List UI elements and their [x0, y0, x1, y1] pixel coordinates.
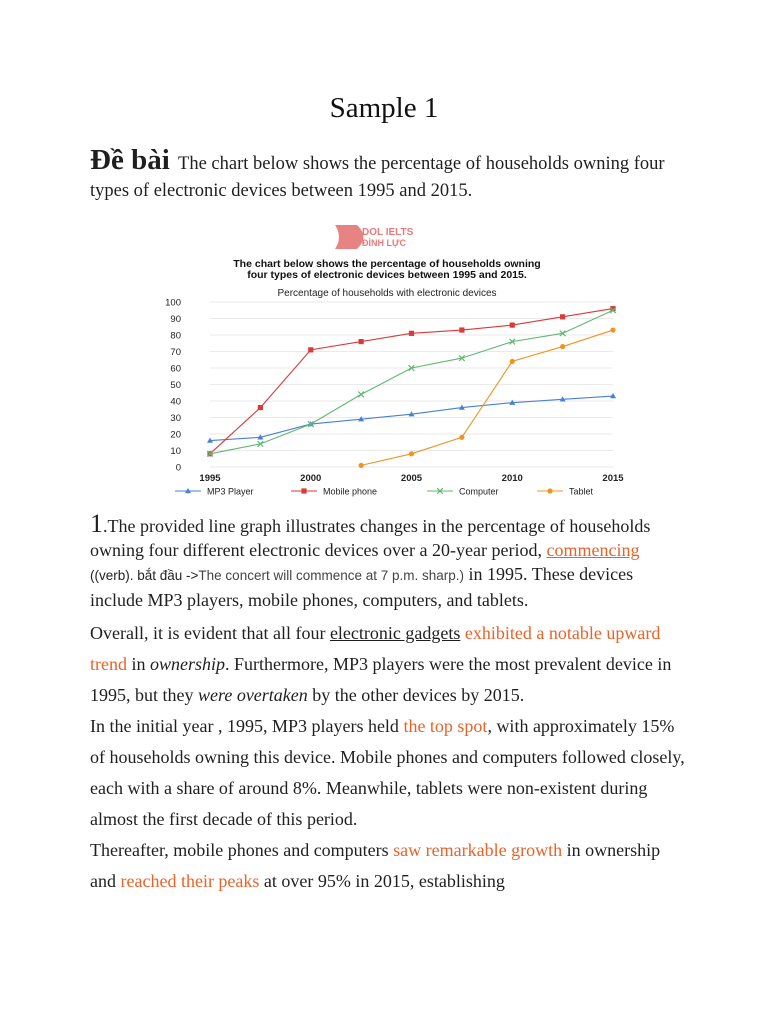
vocab-upward-trend: exhibited a notable upward trend [90, 623, 661, 674]
data-point-mobile-phone [409, 331, 414, 336]
legend-item-computer [427, 487, 499, 497]
paragraph-3: In the initial year , 1995, MP3 players held the top spot, with approximately 15% of households owning this device. Mobile phones and computers followed closely, each with a share of around 8%. Meanwhile, tablets were non-existent during almost the first decade of this period. [90, 716, 685, 829]
data-point-mobile-phone [359, 339, 364, 344]
p1-text-2: in 1995. These devices include MP3 players, mobile phones, computers, and tablets. [90, 564, 634, 610]
logo-line2: ĐÌNH LỰC [362, 238, 406, 248]
data-point-tablet [359, 463, 364, 468]
y-tick-label: 50 [170, 380, 181, 391]
chart-header-title-line: four types of electronic devices between 1995 and 2015. [247, 269, 527, 281]
series-mp3-player [207, 393, 616, 443]
paragraph-1 [90, 509, 690, 612]
y-tick-label: 0 [175, 462, 181, 474]
data-point-tablet [409, 451, 414, 456]
legend-item-mp3-player [175, 487, 254, 497]
paragraph-4: Thereafter, mobile phones and computers saw remarkable growth in ownership and reached their peaks at over 95% in 2015, establishing [90, 840, 661, 891]
y-tick-label: 90 [170, 314, 181, 325]
series-tablet [359, 327, 616, 468]
data-point-mobile-phone [560, 314, 565, 319]
paragraph-2: Overall, it is evident that all four electronic gadgets exhibited a notable upward trend in ownership. Furthermore, MP3 players were the most prevalent device in 1995, but they were overtaken by the other devices by 2015. [90, 623, 672, 705]
vocab-electronic-gadgets: electronic gadgets [329, 623, 461, 643]
legend-swatch-marker [547, 488, 552, 493]
chart-series [207, 306, 616, 468]
legend-swatch-marker [301, 488, 306, 493]
series-line-mobile-phone [210, 309, 613, 454]
y-tick-label: 100 [165, 297, 181, 309]
x-tick-label: 2010 [501, 473, 523, 484]
vocab-reached-peaks: reached their peaks [120, 871, 260, 891]
paragraph-number: 1 [90, 509, 103, 538]
vocab-commencing: commencing [546, 540, 640, 560]
x-tick-label: 2000 [300, 473, 322, 484]
y-tick-label: 20 [170, 429, 181, 441]
y-tick-label: 40 [170, 396, 181, 408]
vocab-note: ((verb). bắt đầu ->The concert will commence at 7 p.m. sharp.) [90, 568, 465, 583]
vocab-remarkable-growth: saw remarkable growth [393, 840, 563, 860]
data-point-tablet [510, 359, 515, 364]
legend-label: Tablet [569, 486, 594, 497]
legend-item-tablet [537, 487, 594, 497]
page-title: Sample 1 [329, 92, 439, 124]
data-point-mobile-phone [308, 347, 313, 352]
article [90, 509, 690, 897]
legend-item-mobile-phone [291, 487, 377, 497]
logo-mark [335, 225, 364, 249]
x-tick-label: 2015 [602, 473, 624, 484]
p1-text-1: .The provided line graph illustrates changes in the percentage of households owning four different electronic devices over a 20-year period, [90, 516, 651, 560]
prompt-heading: Đề bài [90, 144, 170, 176]
data-point-tablet [610, 327, 615, 332]
data-point-tablet [560, 344, 565, 349]
watermark-logo [335, 225, 414, 249]
y-tick-label: 10 [170, 446, 181, 457]
x-tick-label: 2005 [400, 473, 423, 484]
data-point-tablet [459, 435, 464, 440]
chart-title: Percentage of households with electronic devices [277, 288, 497, 299]
vocab-note-example: The concert will commence at 7 p.m. sharp.) [198, 568, 465, 583]
vocab-top-spot: the top spot [403, 716, 488, 736]
x-tick-label: 1995 [199, 473, 221, 484]
legend-label: Mobile phone [323, 486, 378, 497]
chart-figure [165, 215, 625, 505]
chart-header-title [233, 258, 540, 281]
y-tick-label: 60 [170, 363, 181, 375]
chart-grid [210, 302, 613, 467]
y-tick-label: 70 [170, 347, 181, 358]
prompt [90, 144, 690, 205]
y-tick-label: 80 [170, 330, 181, 342]
chart-header-title-line: The chart below shows the percentage of households owning [233, 258, 541, 270]
chart-legend [175, 487, 594, 497]
data-point-mobile-phone [258, 405, 263, 410]
legend-label: Computer [459, 486, 499, 497]
prompt-text: The chart below shows the percentage of households owning four types of electronic devices between 1995 and 2015. [90, 154, 665, 201]
data-point-computer [358, 392, 364, 398]
y-axis-ticks [165, 298, 181, 474]
x-axis-ticks [199, 473, 624, 484]
data-point-mobile-phone [510, 323, 515, 328]
logo-line1: DOL IELTS [362, 227, 414, 238]
data-point-mobile-phone [459, 327, 464, 332]
legend-label: MP3 Player [207, 486, 254, 497]
line-chart [165, 215, 625, 505]
y-tick-label: 30 [170, 413, 181, 424]
